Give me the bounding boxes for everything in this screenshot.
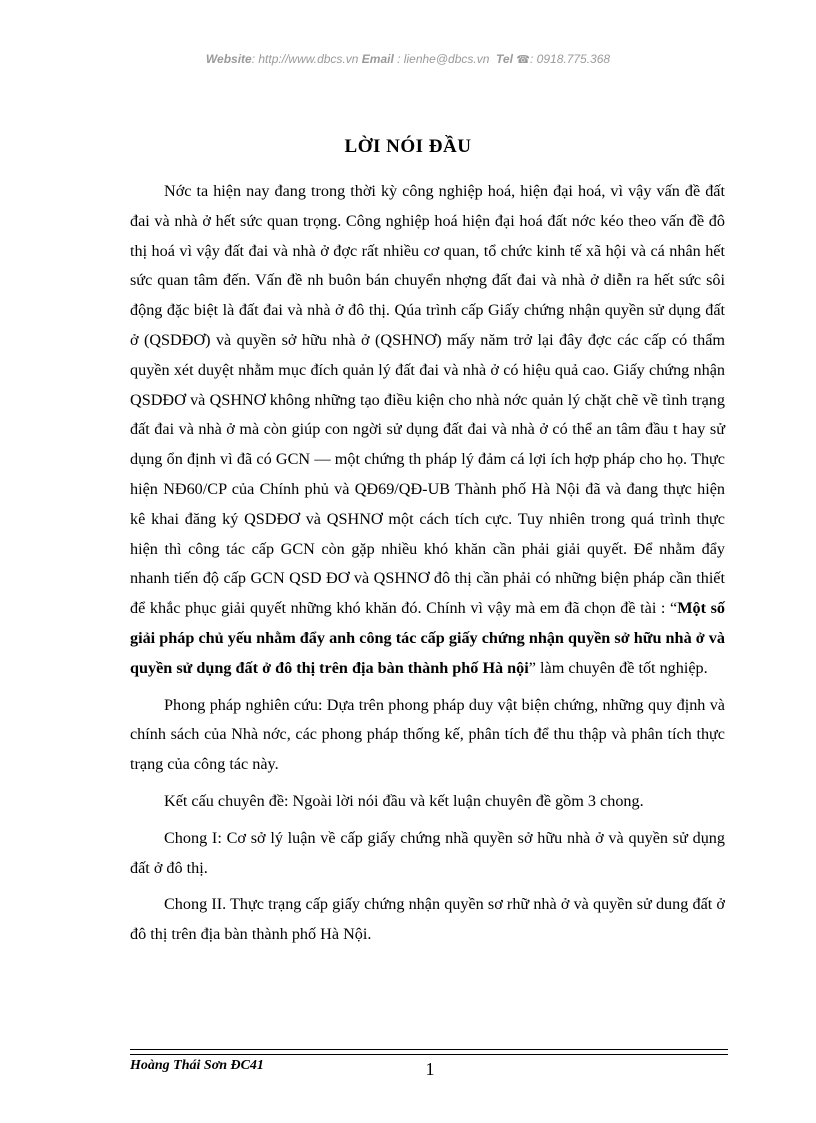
tel-label: Tel (496, 52, 513, 66)
tel-value: : 0918.775.368 (530, 52, 611, 66)
paragraph-chapter-2: Chong II. Thực trạng cấp giấy chứng nhận quyền sơ rhữ nhà ở và quyền sử dung đất ở đô thị trên địa bàn thành phố Hà Nội. (130, 895, 725, 944)
website-label: Website (205, 52, 252, 66)
page-header (0, 52, 816, 66)
intro-text: Nớc ta hiện nay đang trong thời kỳ công nghiệp hoá, hiện đại hoá, vì vậy vấn đề đất đai và nhà ở hết sức quan trọng. Công nghiệp hoá hiện đại hoá đất nớc kéo theo vấn đề đô thị hoá vì vậy đất đai và nhà ở đợc rất nhiều cơ quan, tổ chức kinh tế xã hội và cá nhân hết sức quan tâm đến. Vấn đề nh buôn bán chuyển nhợng đất đai và nhà ở diễn ra hết sức sôi động đặc biệt là đất đai và nhà ở đô thị. Qúa trình cấp Giấy chứng nhận quyền sử dụng đất ở (QSDĐƠ) và quyền sở hữu nhà ở (QSHNƠ) mấy năm trở lại đây đợc các cấp có thẩm quyền xét duyệt nhằm mục đích quản lý đất đai và nhà ở có hiệu quả cao. Giấy chứng nhận QSDĐƠ và QSHNƠ không những tạo điều kiện cho nhà nớc quản lý chặt chẽ về tình trạng đất đai và nhà ở mà còn giúp con ngời sử dụng đất đai và nhà ở có thể an tâm đầu t hay sử dụng ổn định vì đã có GCN — một chứng th pháp lý đảm cá lợi ích hợp pháp cho họ. Thực hiện NĐ60/CP của Chính phủ và QĐ69/QĐ-UB Thành phố Hà Nội đã và đang thực hiện kê khai đăng ký QSDĐƠ và QSHNƠ một cách tích cực. Tuy nhiên trong quá trình thực hiện thì công tác cấp GCN còn gặp nhiều khó khăn cần phải giải quyết. Để nhằm đẩy nhanh tiến độ cấp GCN QSD ĐƠ và QSHNƠ đô thị cần phải có những biện pháp cần thiết để khắc phục giải quyết những khó khăn đó. Chính vì vậy mà em đã chọn đề tài : “ (130, 182, 725, 618)
paragraph-chapter-1: Chong I: Cơ sở lý luận về cấp giấy chứng nhầ quyền sở hữu nhà ở và quyền sử dụng đất ở đô thị. (130, 828, 725, 877)
paragraph-method: Phong pháp nghiên cứu: Dựa trên phong pháp duy vật biện chứng, những quy định và chính sách của Nhà nớc, các phong pháp thống kế, phân tích để thu thập và phân tích thực trạng của công tác này. (130, 695, 725, 774)
thesis-title: Một số giải pháp chủ yếu nhằm đẩy anh công tác cấp giấy chứng nhận quyền sở hữu nhà ở và quyền sử dụng đất ở đô thị trên địa bàn thành phố Hà nội (130, 599, 725, 677)
phone-icon: ☎ (516, 54, 530, 66)
email-value[interactable]: : lienhe@dbcs.vn (397, 52, 490, 66)
document-body (130, 177, 725, 957)
paragraph-intro (130, 177, 725, 684)
page-number: 1 (425, 1059, 435, 1079)
email-label: Email (361, 52, 394, 66)
website-value[interactable]: : http://www.dbcs.vn (251, 52, 359, 66)
footer-rule-top (130, 1049, 728, 1050)
paragraph-structure: Kết cấu chuyên đề: Ngoài lời nói đầu và kết luận chuyên đề gồm 3 chong. (164, 791, 644, 810)
footer-author: Hoàng Thái Sơn ĐC41 (130, 1058, 264, 1073)
intro-tail: ” làm chuyên đề tốt nghiệp. (528, 658, 708, 677)
footer-rule-bottom (130, 1054, 728, 1055)
page-title: LỜI NÓI ĐẦU (344, 136, 472, 157)
